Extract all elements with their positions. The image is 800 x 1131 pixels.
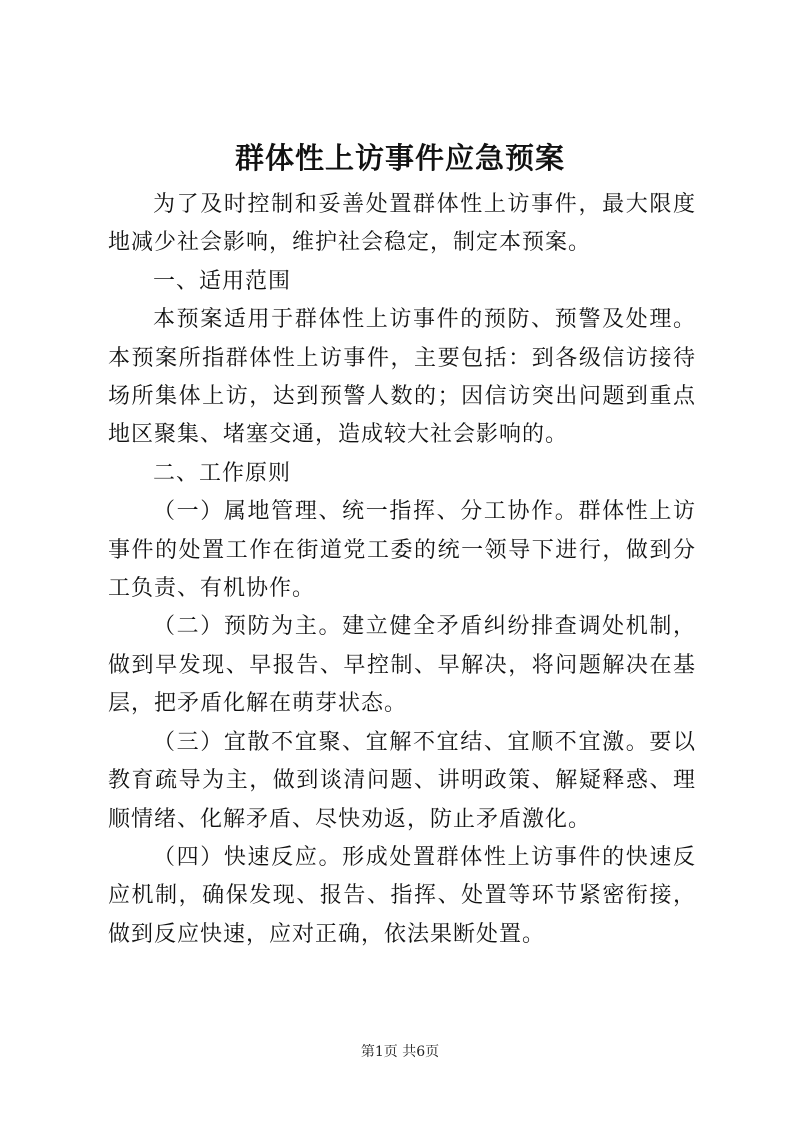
document-title: 群体性上访事件应急预案 <box>234 141 565 175</box>
principle-3-paragraph: （三）宜散不宜聚、宜解不宜结、宜顺不宜激。要以教育疏导为主，做到谈清问题、讲明政策、解疑释惑、理顺情绪、化解矛盾、尽快劝返，防止矛盾激化。 <box>108 729 696 832</box>
scope-paragraph: 本预案适用于群体性上访事件的预防、预警及处理。本预案所指群体性上访事件，主要包括：到各级信访接待场所集体上访，达到预警人数的；因信访突出问题到重点地区聚集、堵塞交通，造成较大社会影响的。 <box>108 307 696 448</box>
intro-paragraph: 为了及时控制和妥善处置群体性上访事件，最大限度地减少社会影响，维护社会稳定，制定本预案。 <box>108 192 696 256</box>
document-body <box>108 186 696 954</box>
principle-4-paragraph: （四）快速反应。形成处置群体性上访事件的快速反应机制，确保发现、报告、指挥、处置等环节紧密衔接，做到反应快速，应对正确，依法果断处置。 <box>108 844 696 947</box>
section-heading-scope: 一、适用范围 <box>153 268 292 294</box>
principle-1-paragraph: （一）属地管理、统一指挥、分工协作。群体性上访事件的处置工作在街道党工委的统一领导下进行，做到分工负责、有机协作。 <box>108 499 696 602</box>
section-heading-principles: 二、工作原则 <box>153 460 292 486</box>
principle-2-paragraph: （二）预防为主。建立健全矛盾纠纷排查调处机制，做到早发现、早报告、早控制、早解决，将问题解决在基层，把矛盾化解在萌芽状态。 <box>108 614 696 717</box>
page-footer: 第1页 共6页 <box>360 1044 440 1060</box>
